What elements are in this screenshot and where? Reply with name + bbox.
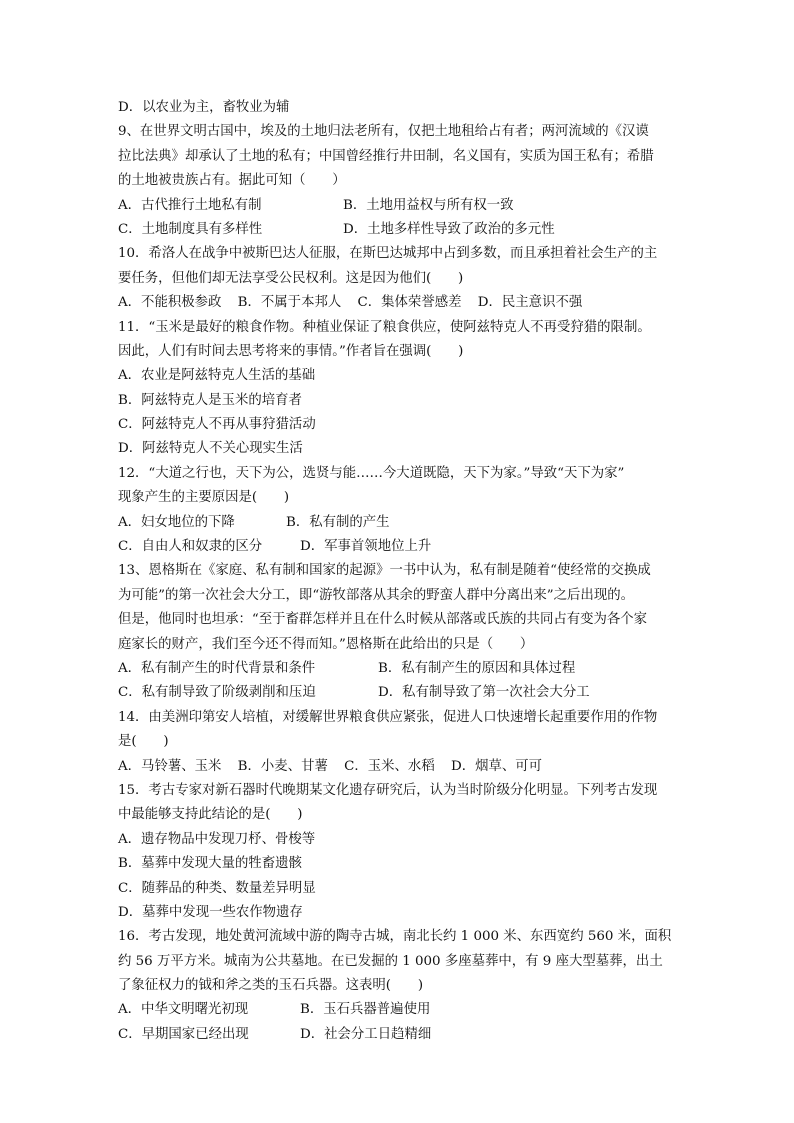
question-10 [118,242,688,315]
q10-option-b: B．不属于本邦人 [237,295,342,311]
q13-option-b: B．私有制产生的原因和具体过程 [378,660,576,676]
q16-stem-line: 16．考古发现，地处黄河流域中游的陶寺古城，南北长约 1 000 米、东西宽约 560 米，面积 [118,929,672,945]
question-9 [118,120,688,242]
q10-stem-line: 要任务，但他们却无法享受公民权利。这是因为他们( ) [118,270,464,286]
q13-option-a: A．私有制产生的时代背景和条件 [118,660,316,676]
q9-stem-line: 9、在世界文明古国中，埃及的土地归法老所有，仅把土地租给占有者；两河流域的《汉谟 [118,124,649,140]
q9-stem-line: 的土地被贵族占有。据此可知（ ） [118,173,346,189]
q15-option-c: C．随葬品的种类、数量差异明显 [118,880,316,896]
q10-option-c: C．集体荣誉感差 [357,295,462,311]
q16-option-c: C．早期国家已经出现 [118,1026,249,1042]
question-16 [118,925,688,1047]
q11-option-b: B．阿兹特克人是玉米的培育者 [118,392,302,408]
q13-stem-line: 13、恩格斯在《家庭、私有制和国家的起源》一书中认为，私有制是随着“使经常的交换成 [118,563,651,579]
q11-option-d: D．阿兹特克人不关心现实生活 [118,441,303,457]
q15-stem-line: 15．考古专家对新石器时代晚期某文化遗存研究后，认为当时阶级分化明显。下列考古发现 [118,782,658,798]
question-12 [118,462,688,560]
q10-stem-line: 10．希洛人在战争中被斯巴达人征服，在斯巴达城邦中占到多数，而且承担着社会生产的主 [118,246,658,262]
q13-stem-line: 为可能”的第一次社会大分工，即“游牧部落从其余的野蛮人群中分离出来”之后出现的。 [118,587,634,603]
q13-option-d: D．私有制导致了第一次社会大分工 [378,685,590,701]
q12-option-b: B．私有制的产生 [286,514,390,530]
question-11 [118,316,688,462]
question-14 [118,706,688,779]
q8-option-d: D．以农业为主，畜牧业为辅 [118,100,290,115]
q16-option-a: A．中华文明曙光初现 [118,1002,249,1018]
q13-stem-line: 庭家长的财产，我们至今还不得而知。”恩格斯在此给出的只是（ ） [118,636,534,652]
q13-options-row [118,657,688,681]
q16-options-row [118,998,688,1022]
q14-option-a: A．马铃薯、玉米 [118,758,222,774]
q12-stem-line: 12．“大道之行也，天下为公，选贤与能……今大道既隐，天下为家。”导致“天下为家” [118,465,625,481]
q12-options-row [118,535,688,559]
q15-option-d: D．墓葬中发现一些农作物遗存 [118,904,303,920]
q16-stem-line: 约 56 万平方米。城南为公共墓地。在已发掘的 1 000 多座墓葬中，有 9 座大型墓葬，出土 [118,953,663,969]
q14-option-c: C．玉米、水稻 [344,758,435,774]
q10-option-a: A．不能积极参政 [118,295,222,311]
q13-options-row [118,681,688,705]
q11-stem-line: 因此，人们有时间去思考将来的事情。”作者旨在强调( ) [118,343,464,359]
q15-stem-line: 中最能够支持此结论的是( ) [118,807,303,823]
q12-option-c: C．自由人和奴隶的区分 [118,539,263,555]
q9-options-row [118,194,688,218]
question-15 [118,779,688,925]
q16-options-row [118,1023,688,1047]
q9-option-a: A．古代推行土地私有制 [118,197,262,213]
q13-option-c: C．私有制导致了阶级剥削和压迫 [118,685,316,701]
q16-stem-line: 了象征权力的钺和斧之类的玉石兵器。这表明( ) [118,978,424,994]
q9-option-d: D．土地多样性导致了政治的多元性 [343,221,555,237]
q15-option-a: A．遗存物品中发现刀杼、骨梭等 [118,831,316,847]
question-13 [118,559,688,705]
q9-option-c: C．土地制度具有多样性 [118,221,263,237]
q11-stem-line: 11．“玉米是最好的粮食作物。种植业保证了粮食供应，使阿兹特克人不再受狩猎的限制。 [118,319,651,335]
q14-options-row [118,755,688,779]
q14-option-b: B．小麦、甘薯 [237,758,328,774]
exam-page [118,96,688,1047]
q14-option-d: D．烟草、可可 [450,758,543,774]
q10-option-d: D．民主意识不强 [477,295,583,311]
q11-option-a: A．农业是阿兹特克人生活的基础 [118,368,316,384]
q14-stem-line: 14．由美洲印第安人培植，对缓解世界粮食供应紧张，促进人口快速增长起重要作用的作物 [118,709,658,725]
q12-option-a: A．妇女地位的下降 [118,514,235,530]
q16-option-b: B．玉石兵器普遍使用 [300,1002,431,1018]
q9-stem-line: 拉比法典》却承认了土地的私有；中国曾经推行井田制，名义国有，实质为国王私有；希腊 [118,148,654,164]
q14-stem-line: 是( ) [118,734,169,750]
q9-options-row [118,218,688,242]
q12-stem-line: 现象产生的主要原因是( ) [118,490,290,506]
q15-option-b: B．墓葬中发现大量的牲畜遗骸 [118,856,302,872]
q9-option-b: B．土地用益权与所有权一致 [343,197,514,213]
q16-option-d: D．社会分工日趋精细 [300,1026,432,1042]
q11-option-c: C．阿兹特克人不再从事狩猎活动 [118,417,316,433]
q12-options-row [118,511,688,535]
q10-options-row [118,291,688,315]
q13-stem-line: 但是，他同时也坦承：“至于畜群怎样并且在什么时候从部落或氏族的共同占有变为各个家 [118,612,648,628]
q12-option-d: D．军事首领地位上升 [300,539,432,555]
